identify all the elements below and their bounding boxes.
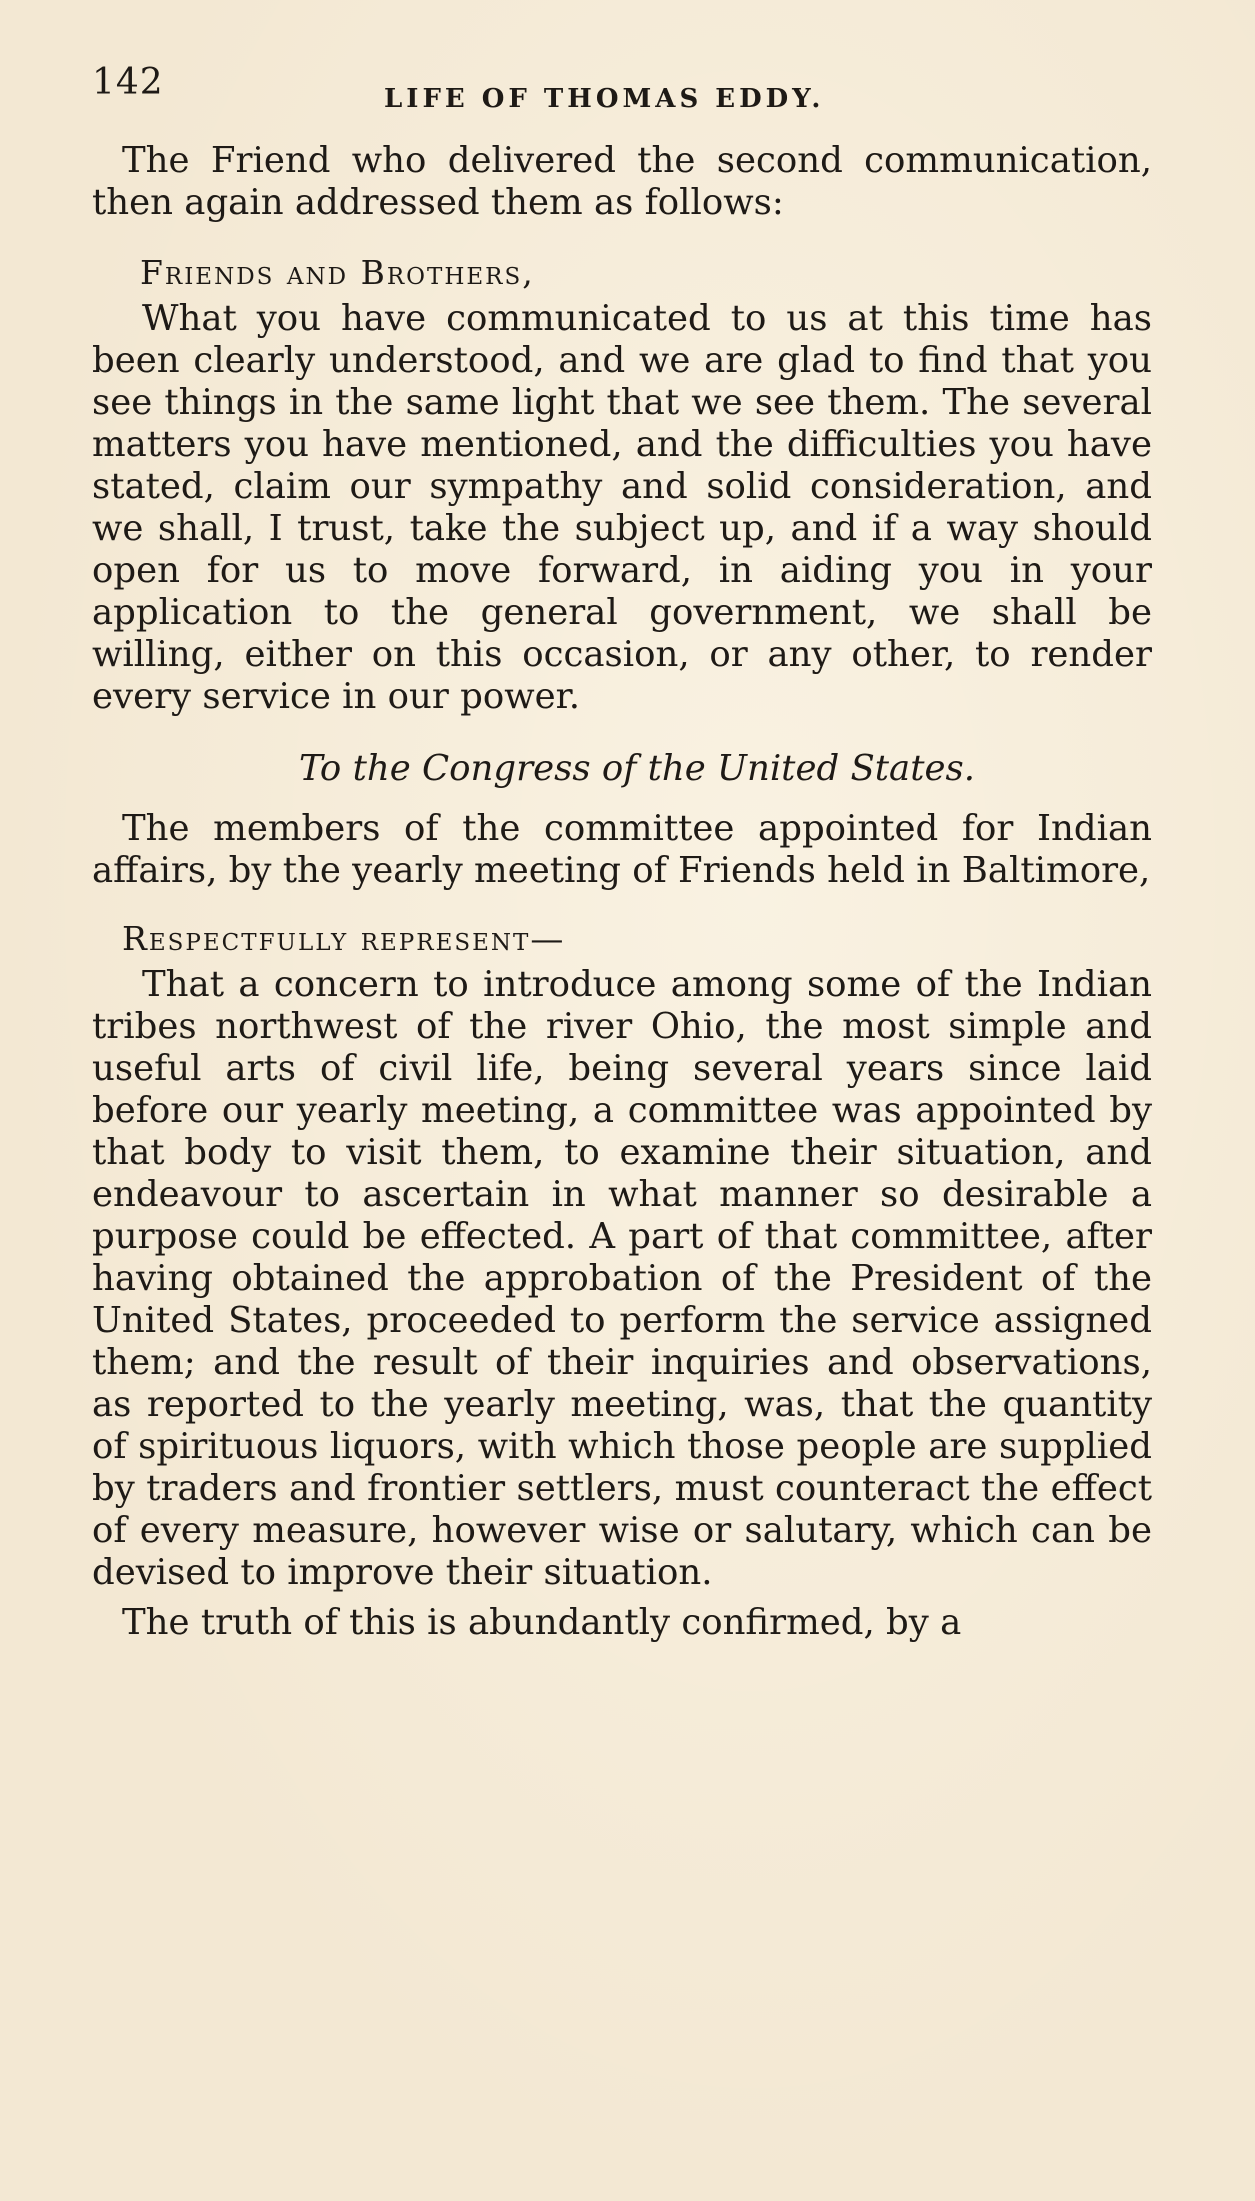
intro-paragraph: The Friend who delivered the second communication, then again addressed them as follows: <box>92 140 1152 223</box>
running-head: LIFE OF THOMAS EDDY. <box>384 84 825 114</box>
salutation-friends: Friends and Brothers, <box>140 253 535 292</box>
closing-line: The truth of this is abundantly confirmed, by a <box>122 1602 962 1643</box>
page-header <box>92 62 1192 122</box>
page-number: 142 <box>92 62 164 103</box>
salutation-respectfully: Respectfully represent— <box>122 919 566 958</box>
reply-paragraph: What you have communicated to us at this time has been clearly understood, and we are glad to find that you see things in the same light that we see them. The several matters you have mentioned, and the difficulties you have stated, claim our sympathy and solid consideration, and we shall, I trust, take the subject up, and if a way should open for us to move forward, in aiding you in your application to the general government, we shall be willing, either on this occasion, or any other, to render every service in our power. <box>92 298 1152 717</box>
address-heading: To the Congress of the United States. <box>299 748 975 789</box>
memorial-intro-paragraph: The members of the committee appointed for Indian affairs, by the yearly meeting of Friends held in Baltimore, <box>92 808 1152 891</box>
body-text <box>92 140 1152 1644</box>
memorial-body-paragraph: That a concern to introduce among some of the Indian tribes northwest of the river Ohio, the most simple and useful arts of civil life, being several years since laid before our yearly meeting, a committee was appointed by that body to visit them, to examine their situation, and endeavour to ascertain in what manner so desirable a purpose could be effected. A part of that committee, after having obtained the approbation of the President of the United States, proceeded to perform the service assigned them; and the result of their inquiries and observations, as reported to the yearly meeting, was, that the quantity of spirituous liquors, with which those people are supplied by traders and frontier settlers, must counteract the effect of every measure, however wise or salutary, which can be devised to improve their situation. <box>92 964 1152 1593</box>
